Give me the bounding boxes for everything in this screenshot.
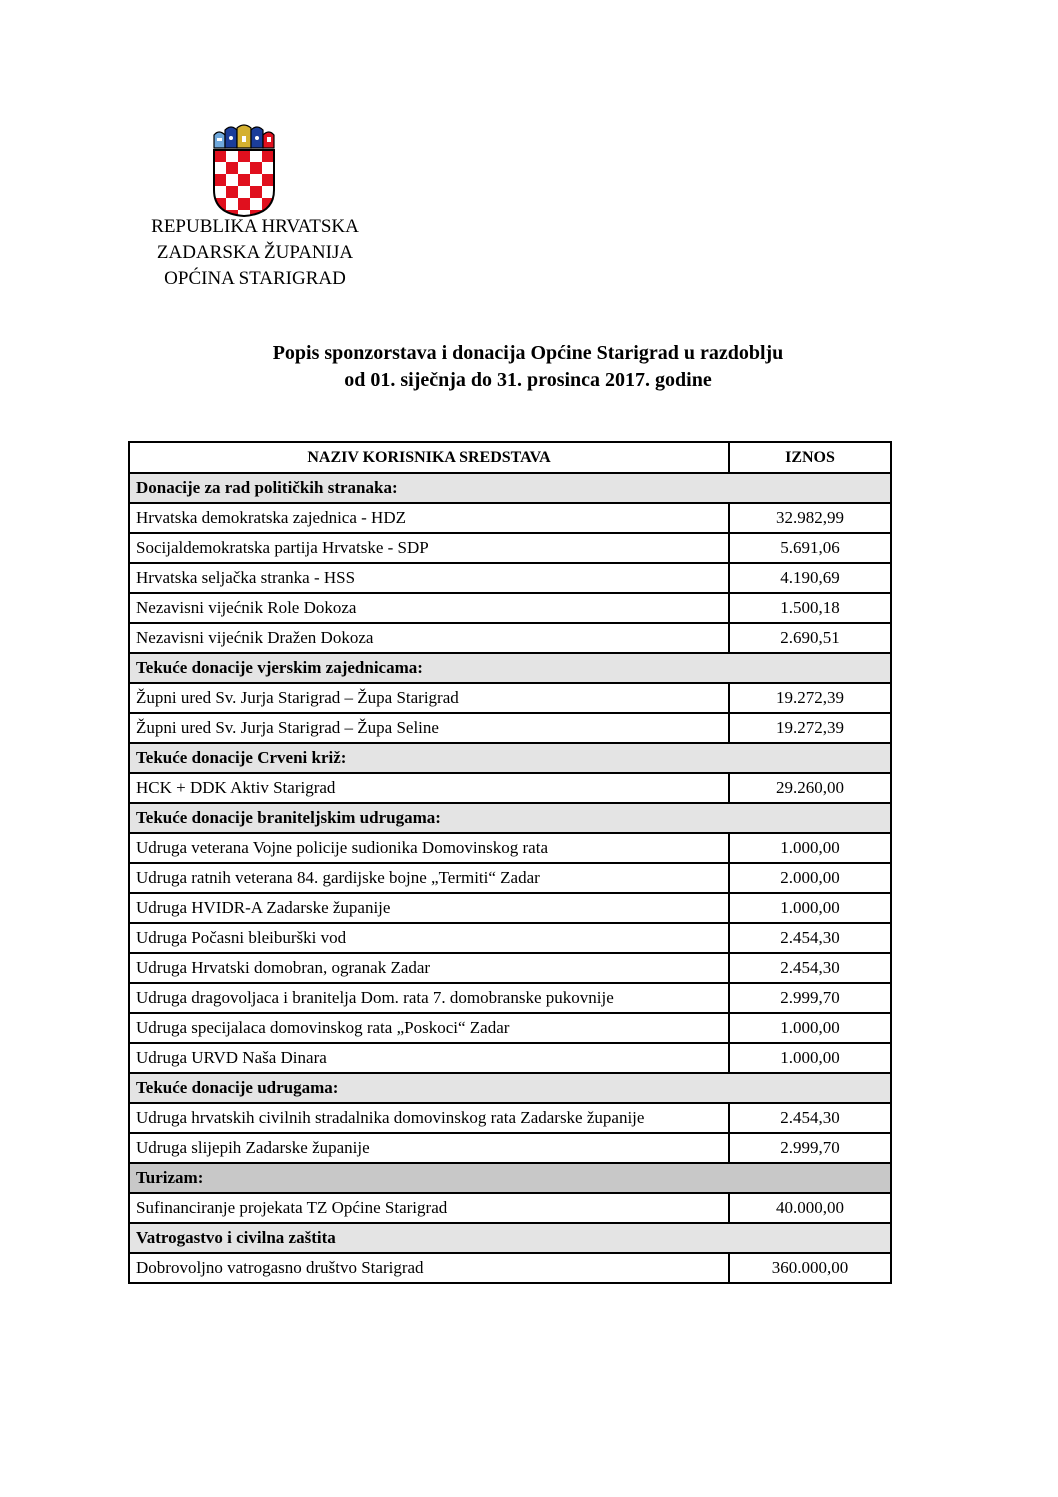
category-label: Turizam: <box>129 1163 891 1193</box>
table-row <box>129 923 891 953</box>
category-label: Tekuće donacije udrugama: <box>129 1073 891 1103</box>
category-row <box>129 653 891 683</box>
donation-amount: 1.000,00 <box>729 1043 891 1073</box>
beneficiary-name: Udruga specijalaca domovinskog rata „Poskoci“ Zadar <box>129 1013 729 1043</box>
beneficiary-name: Nezavisni vijećnik Role Dokoza <box>129 593 729 623</box>
beneficiary-name: Župni ured Sv. Jurja Starigrad – Župa Seline <box>129 713 729 743</box>
donation-amount: 1.500,18 <box>729 593 891 623</box>
donation-amount: 40.000,00 <box>729 1193 891 1223</box>
croatian-coat-of-arms-icon <box>211 124 277 217</box>
table-body <box>129 473 891 1283</box>
issuer-line-county: ZADARSKA ŽUPANIJA <box>156 242 354 263</box>
donation-amount: 2.000,00 <box>729 863 891 893</box>
table-row <box>129 893 891 923</box>
table-row <box>129 563 891 593</box>
donation-amount: 2.454,30 <box>729 923 891 953</box>
donation-amount: 5.691,06 <box>729 533 891 563</box>
donation-amount: 2.690,51 <box>729 623 891 653</box>
donation-amount: 29.260,00 <box>729 773 891 803</box>
beneficiary-name: HCK + DDK Aktiv Starigrad <box>129 773 729 803</box>
table-row <box>129 683 891 713</box>
category-label: Donacije za rad političkih stranaka: <box>129 473 891 503</box>
beneficiary-name: Hrvatska seljačka stranka - HSS <box>129 563 729 593</box>
document-title <box>128 340 928 394</box>
beneficiary-name: Udruga dragovoljaca i branitelja Dom. rata 7. domobranske pukovnije <box>129 983 729 1013</box>
header-amount: IZNOS <box>729 442 891 473</box>
beneficiary-name: Udruga URVD Naša Dinara <box>129 1043 729 1073</box>
issuer-block <box>120 214 390 292</box>
table-row <box>129 533 891 563</box>
donation-amount: 19.272,39 <box>729 713 891 743</box>
category-row <box>129 803 891 833</box>
donation-amount: 2.454,30 <box>729 1103 891 1133</box>
category-label: Tekuće donacije braniteljskim udrugama: <box>129 803 891 833</box>
donation-amount: 2.999,70 <box>729 1133 891 1163</box>
category-label: Vatrogastvo i civilna zaštita <box>129 1223 891 1253</box>
table-row <box>129 1133 891 1163</box>
table-row <box>129 773 891 803</box>
table-row <box>129 1193 891 1223</box>
header-beneficiary: NAZIV KORISNIKA SREDSTAVA <box>129 442 729 473</box>
title-line-2: od 01. siječnja do 31. prosinca 2017. godine <box>344 369 712 391</box>
beneficiary-name: Udruga Počasni bleiburški vod <box>129 923 729 953</box>
category-row <box>129 1073 891 1103</box>
beneficiary-name: Hrvatska demokratska zajednica - HDZ <box>129 503 729 533</box>
table-row <box>129 503 891 533</box>
beneficiary-name: Udruga Hrvatski domobran, ogranak Zadar <box>129 953 729 983</box>
beneficiary-name: Socijaldemokratska partija Hrvatske - SDP <box>129 533 729 563</box>
beneficiary-name: Udruga ratnih veterana 84. gardijske bojne „Termiti“ Zadar <box>129 863 729 893</box>
donation-amount: 2.999,70 <box>729 983 891 1013</box>
category-row <box>129 473 891 503</box>
donation-amount: 1.000,00 <box>729 833 891 863</box>
table-row <box>129 713 891 743</box>
issuer-line-municipality: OPĆINA STARIGRAD <box>164 268 346 289</box>
table-row <box>129 863 891 893</box>
table-row <box>129 1253 891 1283</box>
category-row <box>129 743 891 773</box>
table-row <box>129 623 891 653</box>
beneficiary-name: Udruga veterana Vojne policije sudionika Domovinskog rata <box>129 833 729 863</box>
table-row <box>129 593 891 623</box>
table-row <box>129 833 891 863</box>
donation-amount: 32.982,99 <box>729 503 891 533</box>
donations-table <box>128 441 892 1284</box>
donation-amount: 1.000,00 <box>729 893 891 923</box>
category-label: Tekuće donacije Crveni križ: <box>129 743 891 773</box>
beneficiary-name: Udruga HVIDR-A Zadarske županije <box>129 893 729 923</box>
table-header-row <box>129 442 891 473</box>
donation-amount: 2.454,30 <box>729 953 891 983</box>
donation-amount: 360.000,00 <box>729 1253 891 1283</box>
title-line-1: Popis sponzorstava i donacija Općine Starigrad u razdoblju <box>272 342 784 364</box>
category-label: Tekuće donacije vjerskim zajednicama: <box>129 653 891 683</box>
table-row <box>129 1103 891 1133</box>
beneficiary-name: Udruga hrvatskih civilnih stradalnika domovinskog rata Zadarske županije <box>129 1103 729 1133</box>
beneficiary-name: Nezavisni vijećnik Dražen Dokoza <box>129 623 729 653</box>
donation-amount: 19.272,39 <box>729 683 891 713</box>
issuer-line-republic: REPUBLIKA HRVATSKA <box>151 216 359 237</box>
table-row <box>129 1043 891 1073</box>
table-row <box>129 1013 891 1043</box>
donation-amount: 4.190,69 <box>729 563 891 593</box>
table-row <box>129 983 891 1013</box>
beneficiary-name: Župni ured Sv. Jurja Starigrad – Župa Starigrad <box>129 683 729 713</box>
table-row <box>129 953 891 983</box>
donation-amount: 1.000,00 <box>729 1013 891 1043</box>
beneficiary-name: Sufinanciranje projekata TZ Općine Starigrad <box>129 1193 729 1223</box>
category-row <box>129 1223 891 1253</box>
beneficiary-name: Udruga slijepih Zadarske županije <box>129 1133 729 1163</box>
category-row <box>129 1163 891 1193</box>
beneficiary-name: Dobrovoljno vatrogasno društvo Starigrad <box>129 1253 729 1283</box>
